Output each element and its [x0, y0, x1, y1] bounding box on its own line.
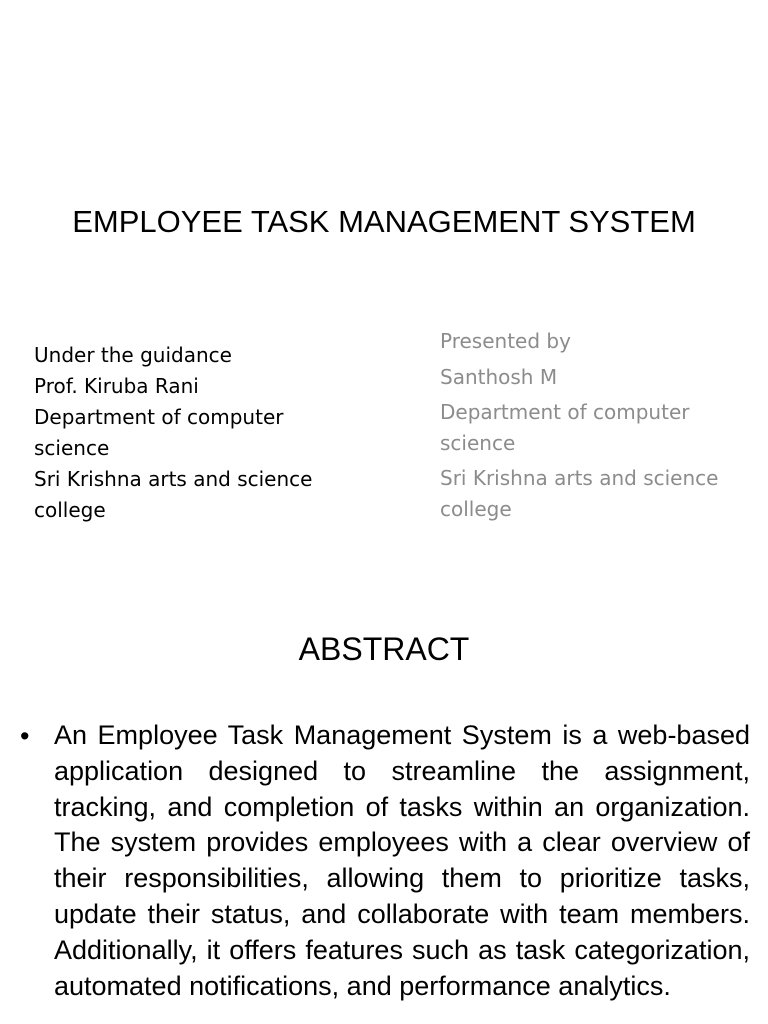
guide-department: Department of computer science	[34, 405, 284, 460]
guidance-label: Under the guidance	[34, 343, 232, 367]
abstract-slide	[0, 576, 768, 1024]
bullet-icon: •	[20, 721, 30, 751]
abstract-bullet	[20, 718, 750, 1004]
presenter-department: Department of computer science	[440, 400, 690, 455]
presenter-college: Sri Krishna arts and science college	[440, 466, 719, 521]
presenter-block	[440, 326, 740, 529]
abstract-paragraph: An Employee Task Management System is a web-based application designed to streamline the assignment, tracking, and completion of tasks within an organization. The system provides employees with a clear overview of their responsibilities, allowing them to prioritize tasks, update their status, and collaborate with team members. Additionally, it offers features such as task categorization, automated notifications, and performance analytics.	[54, 720, 750, 1001]
guide-name: Prof. Kiruba Rani	[34, 374, 199, 398]
page-title: EMPLOYEE TASK MANAGEMENT SYSTEM	[72, 204, 696, 239]
presenter-name: Santhosh M	[440, 364, 558, 389]
abstract-heading: ABSTRACT	[298, 631, 470, 667]
guidance-block	[34, 340, 364, 526]
presenter-label: Presented by	[440, 329, 571, 353]
guide-college: Sri Krishna arts and science college	[34, 467, 313, 522]
